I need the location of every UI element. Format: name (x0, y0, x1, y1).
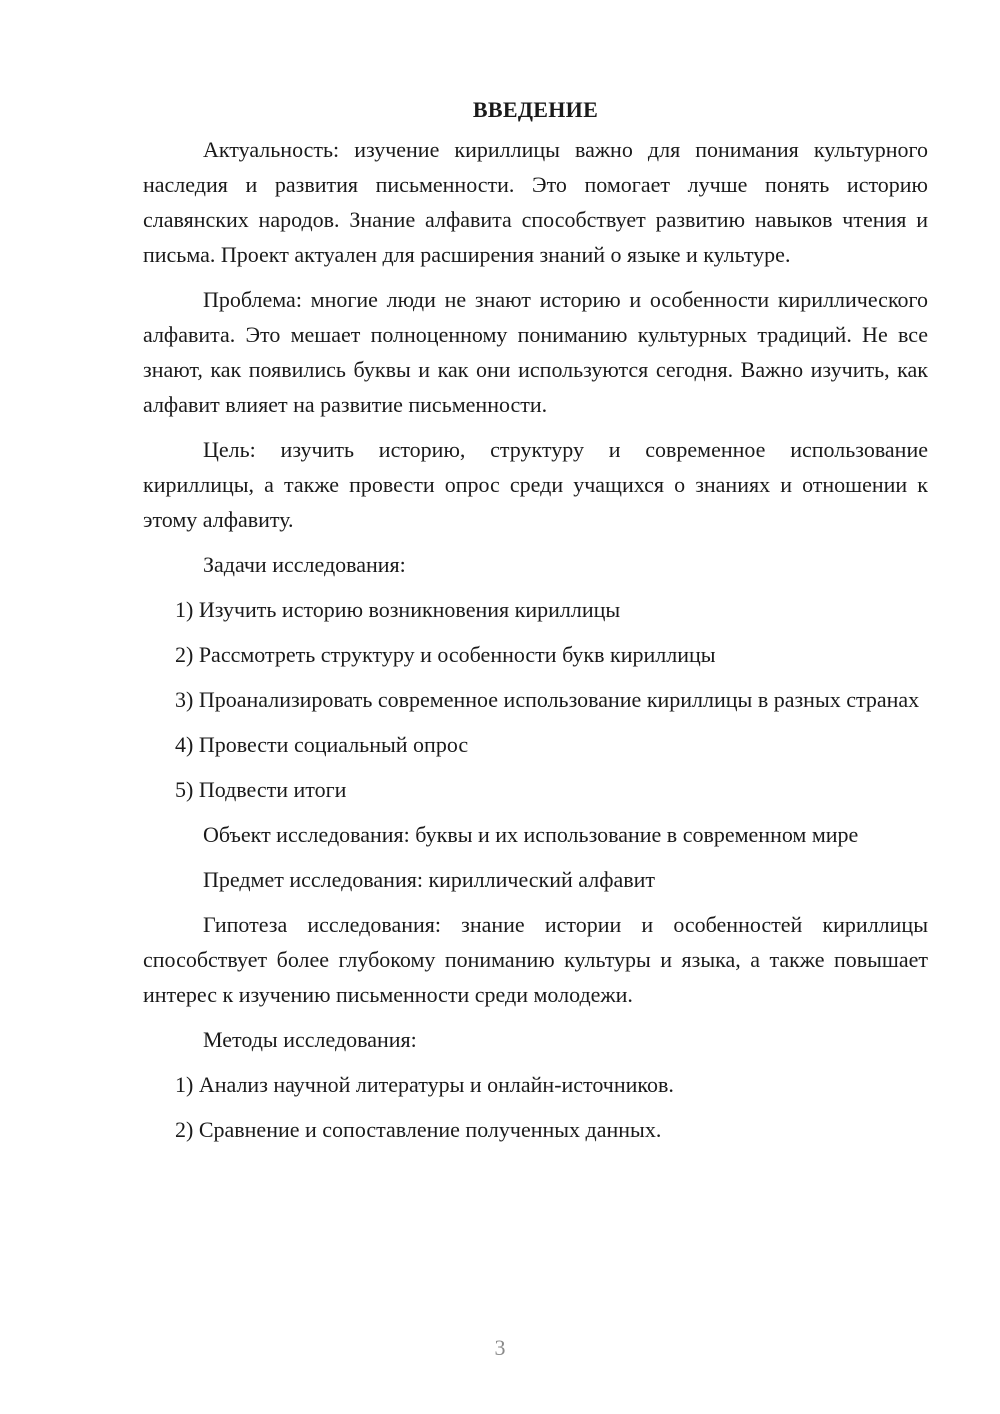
task-item: 2) Рассмотреть структуру и особенности букв кириллицы (175, 642, 716, 667)
task-item: 3) Проанализировать современное использование кириллицы в разных странах (175, 687, 920, 712)
methods-heading: Методы исследования: (203, 1027, 417, 1052)
hypothesis-paragraph: Гипотеза исследования: знание истории и особенностей кириллицы способствует более глубокому пониманию культуры и языка, а также повышает интерес к изучению письменности среди молодежи. (143, 912, 928, 1007)
relevance-paragraph: Актуальность: изучение кириллицы важно для понимания культурного наследия и развития письменности. Это помогает лучше понять историю славянских народов. Знание алфавита способствует развитию навыков чтения и письма. Проект актуален для расширения знаний о языке и культуре. (143, 137, 928, 267)
goal-paragraph: Цель: изучить историю, структуру и современное использование кириллицы, а также провести опрос среди учащихся о знаниях и отношении к этому алфавиту. (143, 437, 928, 532)
subject-paragraph: Предмет исследования: кириллический алфавит (203, 867, 656, 892)
task-item: 1) Изучить историю возникновения кириллицы (175, 597, 621, 622)
task-item: 4) Провести социальный опрос (175, 732, 469, 757)
object-paragraph: Объект исследования: буквы и их использование в современном мире (203, 822, 859, 847)
tasks-heading: Задачи исследования: (203, 552, 406, 577)
method-item: 2) Сравнение и сопоставление полученных данных. (175, 1117, 662, 1142)
document-page (143, 92, 928, 1157)
page-number: 3 (494, 1335, 506, 1360)
method-item: 1) Анализ научной литературы и онлайн-источников. (175, 1072, 674, 1097)
section-title: ВВЕДЕНИЕ (472, 97, 599, 122)
task-item: 5) Подвести итоги (175, 777, 347, 802)
problem-paragraph: Проблема: многие люди не знают историю и особенности кириллического алфавита. Это мешает полноценному пониманию культурных традиций. Не все знают, как появились буквы и как они используются сегодня. Важно изучить, как алфавит влияет на развитие письменности. (143, 287, 928, 417)
